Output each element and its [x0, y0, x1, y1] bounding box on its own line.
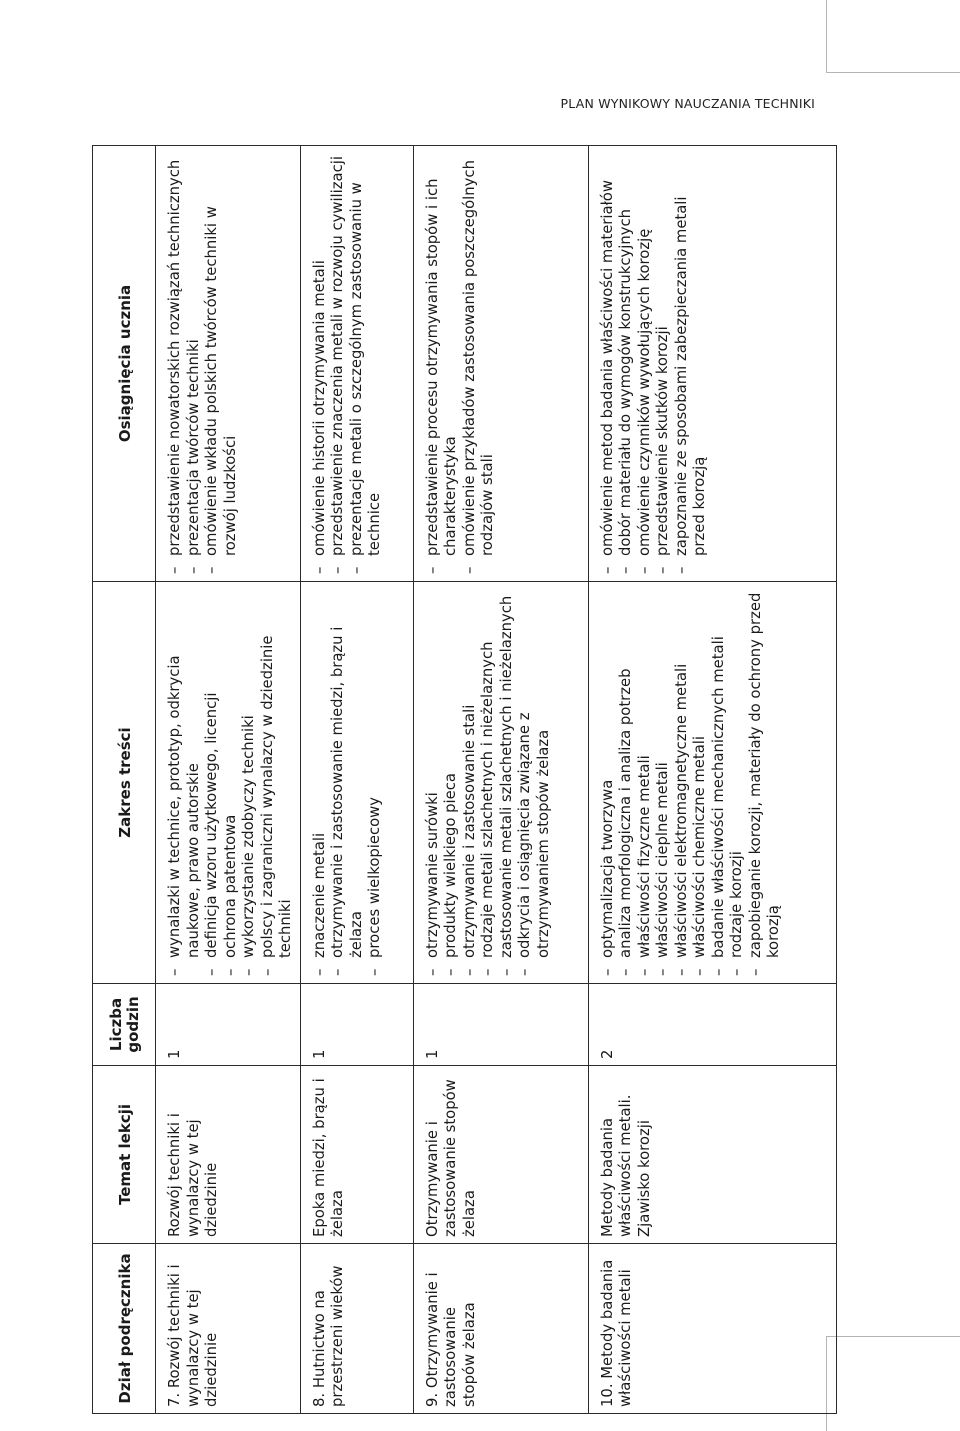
cell-temat	[300, 1066, 413, 1244]
cell-zakres	[156, 582, 301, 984]
list-item: – wykorzystanie zdobyczy techniki	[240, 590, 259, 977]
list-item: – odkrycia i osiągnięcia związane z otrzymywaniem stopów żelaza	[516, 590, 553, 977]
list-item: – rodzaje korozji	[728, 590, 747, 977]
table-row	[156, 146, 301, 1414]
cell-zakres	[413, 582, 588, 984]
temat-text: Metody badania właściwości metali. Zjawisko korozji	[598, 1094, 653, 1237]
cell-dzial	[413, 1244, 588, 1414]
dzial-text: 10. Metody badania właściwości metali	[598, 1259, 634, 1407]
cell-zakres	[588, 582, 836, 984]
lesson-plan-table	[92, 145, 837, 1414]
page-edge-line-top	[826, 72, 960, 73]
dzial-text: 8. Hutnictwo na przestrzeni wieków	[310, 1265, 346, 1407]
header-godziny: Liczba godzin	[93, 984, 156, 1066]
list-item: – omówienie przykładów zastosowania poszczególnych rodzajów stali	[461, 154, 498, 575]
list-item: – prezentacje metali o szczególnym zastosowaniu w technice	[348, 154, 385, 575]
list-item: – właściwości fizyczne metali	[636, 590, 655, 977]
list-item: – definicja wzoru użytkowego, licencji	[203, 590, 222, 977]
list-item: – przedstawienie nowatorskich rozwiązań technicznych	[166, 154, 185, 575]
running-header: PLAN WYNIKOWY NAUCZANIA TECHNIKI	[560, 96, 815, 111]
list-item: – omówienie wkładu polskich twórców techniki w rozwój ludzkości	[203, 154, 240, 575]
list-item: – produkty wielkiego pieca	[442, 590, 461, 977]
cell-zakres	[300, 582, 413, 984]
zakres-list	[311, 590, 385, 977]
list-item: – przedstawienie skutków korozji	[654, 154, 673, 575]
cell-dzial	[156, 1244, 301, 1414]
cell-temat	[413, 1066, 588, 1244]
page-edge-line-right	[826, 0, 827, 72]
list-item: – otrzymywanie i zastosowanie miedzi, brązu i żelaza	[329, 590, 366, 977]
dzial-text: 7. Rozwój techniki i wynalazcy w tej dziedzinie	[166, 1264, 220, 1407]
zakres-list	[424, 590, 554, 977]
list-item: – znaczenie metali	[311, 590, 330, 977]
list-item: – omówienie metod badania właściwości materiałów	[599, 154, 618, 575]
godziny-text: 1	[310, 1049, 328, 1059]
table-row	[300, 146, 413, 1414]
list-item: – proces wielkopiecowy	[366, 590, 385, 977]
list-item: – omówienie historii otrzymywania metali	[311, 154, 330, 575]
godziny-text: 1	[423, 1049, 441, 1059]
page-edge-line-bottom	[826, 1336, 960, 1337]
cell-temat	[588, 1066, 836, 1244]
dzial-text: 9. Otrzymywanie i zastosowanie stopów żelaza	[423, 1272, 478, 1407]
osiagniecia-list	[599, 154, 710, 575]
list-item: – przedstawienie procesu otrzymywania stopów i ich charakterystyka	[424, 154, 461, 575]
list-item: – omówienie czynników wywołujących korozję	[636, 154, 655, 575]
godziny-text: 2	[598, 1049, 616, 1059]
godziny-text: 1	[166, 1049, 183, 1059]
cell-osiagniecia	[588, 146, 836, 582]
cell-godziny	[156, 984, 301, 1066]
header-temat: Temat lekcji	[93, 1066, 156, 1244]
cell-godziny	[588, 984, 836, 1066]
list-item: – otrzymywanie surówki	[424, 590, 443, 977]
osiagniecia-list	[166, 154, 240, 575]
list-item: – wynalazki w technice, prototyp, odkrycia naukowe, prawo autorskie	[166, 590, 203, 977]
list-item: – prezentacja twórców techniki	[185, 154, 204, 575]
list-item: – zapobieganie korozji, materiały do ochrony przed korozją	[747, 590, 784, 977]
temat-text: Otrzymywanie i zastosowanie stopów żelaza	[423, 1079, 478, 1237]
list-item: – analiza morfologiczna i analiza potrzeb	[617, 590, 636, 977]
list-item: – właściwości chemiczne metali	[691, 590, 710, 977]
cell-osiagniecia	[156, 146, 301, 582]
zakres-list	[166, 590, 296, 977]
cell-godziny	[300, 984, 413, 1066]
cell-osiagniecia	[300, 146, 413, 582]
header-zakres: Zakres treści	[93, 582, 156, 984]
list-item: – otrzymywanie i zastosowanie stali	[461, 590, 480, 977]
osiagniecia-list	[424, 154, 498, 575]
list-item: – przedstawienie znaczenia metali w rozwoju cywilizacji	[329, 154, 348, 575]
header-dzial: Dział podręcznika	[93, 1244, 156, 1414]
cell-dzial	[588, 1244, 836, 1414]
cell-osiagniecia	[413, 146, 588, 582]
table-header-row	[93, 146, 156, 1414]
list-item: – właściwości cieplne metali	[654, 590, 673, 977]
header-osiagniecia: Osiągnięcia ucznia	[93, 146, 156, 582]
cell-godziny	[413, 984, 588, 1066]
rotated-table-wrapper	[92, 146, 818, 1414]
list-item: – właściwości elektromagnetyczne metali	[673, 590, 692, 977]
list-item: – badanie właściwości mechanicznych metali	[710, 590, 729, 977]
table-row	[588, 146, 836, 1414]
temat-text: Epoka miedzi, brązu i żelaza	[310, 1078, 346, 1237]
list-item: – dobór materiału do wymogów konstrukcyjnych	[617, 154, 636, 575]
list-item: – zastosowanie metali szlachetnych i nieżelaznych	[498, 590, 517, 977]
osiagniecia-list	[311, 154, 385, 575]
cell-temat	[156, 1066, 301, 1244]
cell-dzial	[300, 1244, 413, 1414]
temat-text: Rozwój techniki i wynalazcy w tej dziedzinie	[166, 1113, 220, 1237]
list-item: – zapoznanie ze sposobami zabezpieczania metali przed korozją	[673, 154, 710, 575]
list-item: – optymalizacja tworzywa	[599, 590, 618, 977]
list-item: – polscy i zagraniczni wynalazcy w dziedzinie techniki	[259, 590, 296, 977]
zakres-list	[599, 590, 784, 977]
table-row	[413, 146, 588, 1414]
list-item: – ochrona patentowa	[222, 590, 241, 977]
list-item: – rodzaje metali szlachetnych i nieżelaznych	[479, 590, 498, 977]
